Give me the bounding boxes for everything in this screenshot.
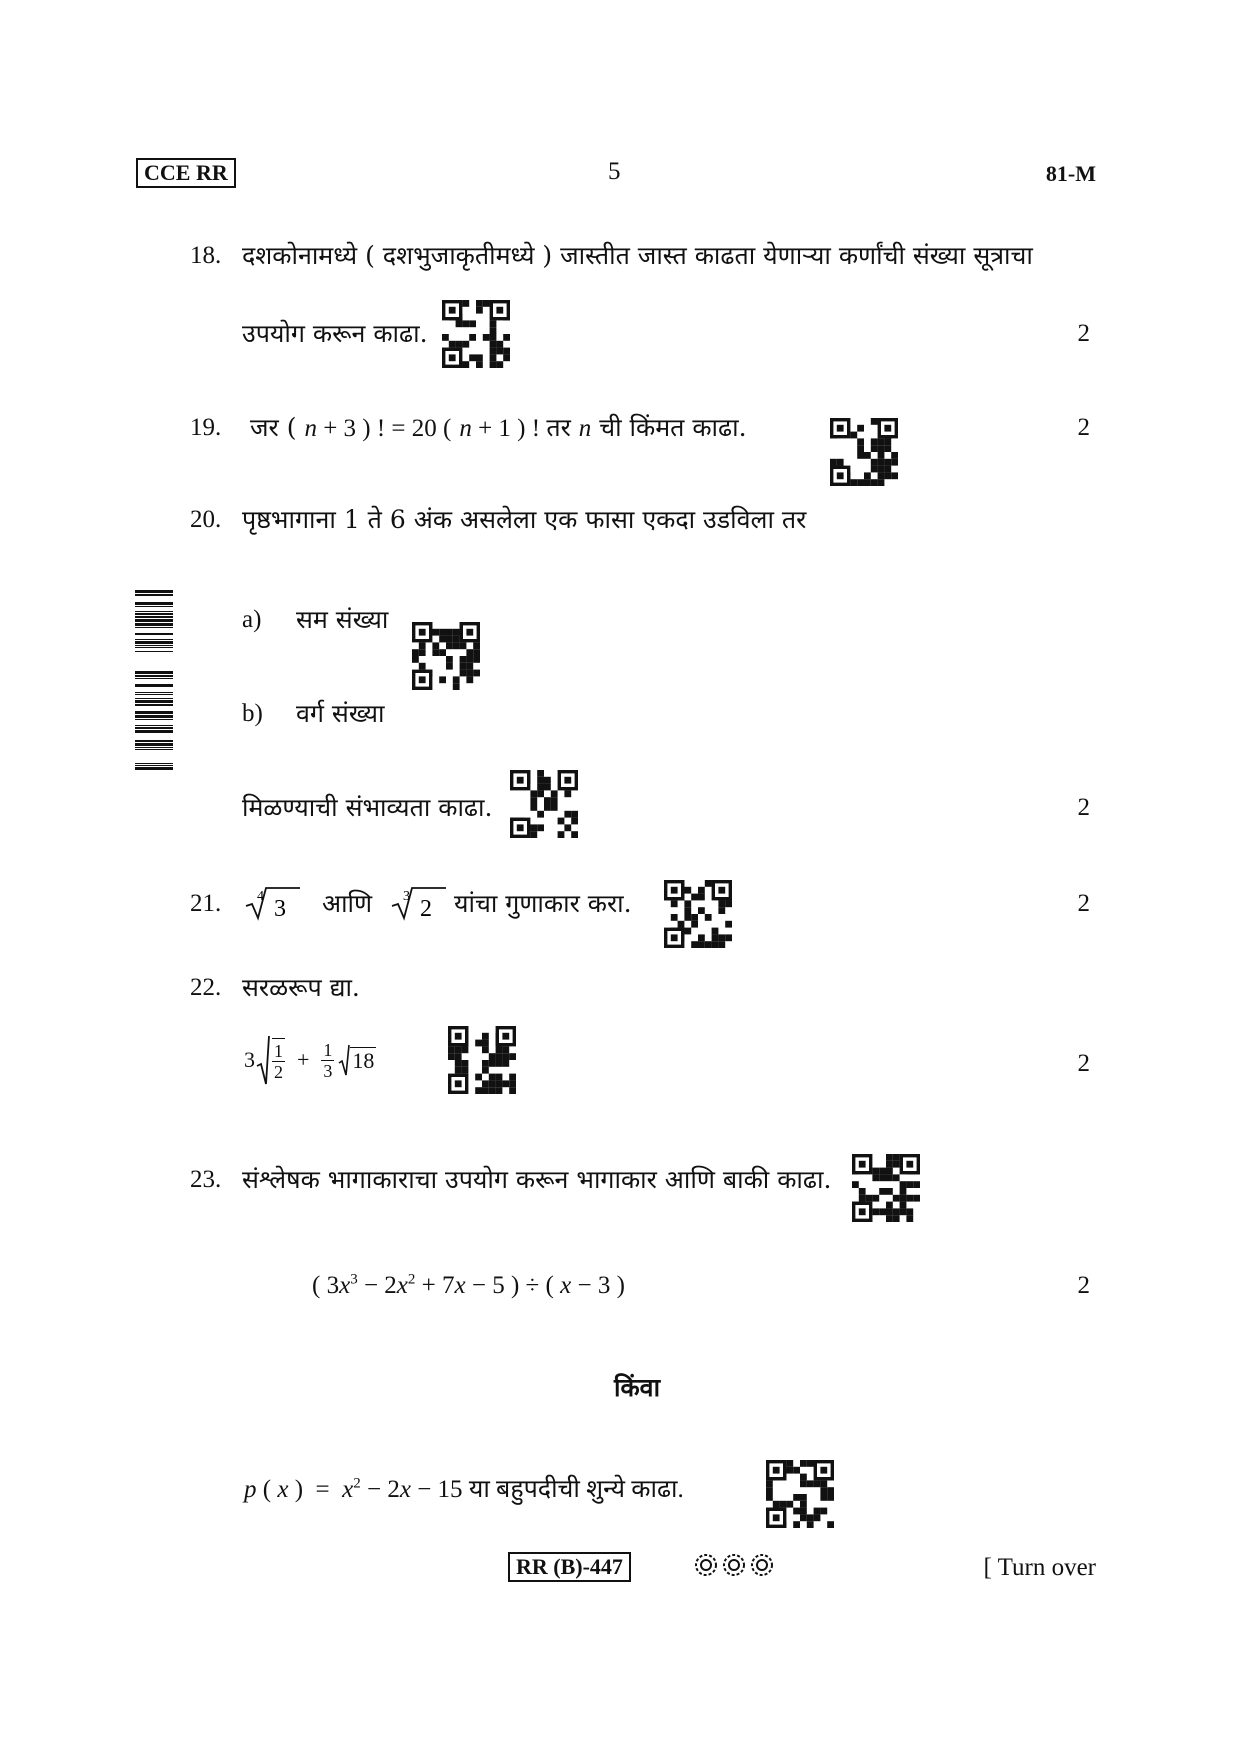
or-separator: किंवा [614,1373,661,1402]
q22-plus: + [297,1047,310,1072]
q22-frac2: $\frac{1}{3}$ [323,1039,333,1081]
q20-option-b-text: वर्ग संख्या [296,699,385,728]
q20-option-a-label: a) [242,606,262,633]
q19-number: 19. [190,414,222,441]
q23-expression: ( $3x^3 - 2x^2 + 7x - 5$ ) ÷ ( x − 3 ) [312,1271,625,1299]
paper-code: CCE RR [136,158,236,188]
q21-marks: 2 [1077,890,1090,917]
q21-root2-index: 3 [403,889,410,904]
turn-over-label: [ Turn over [983,1554,1096,1581]
barcode-icon [135,590,173,772]
qr-code-icon [442,300,510,368]
qr-code-icon [412,622,480,690]
q22-text: सरळरूप द्या. [242,973,360,1002]
alt-question: p ( x ) = $x^2 - 2x - 15$ या बहुपदीची शुन्ये काढा. [244,1475,684,1503]
q22-radicand: 18 [352,1047,375,1073]
q21-number: 21. [190,890,222,917]
footer-code: RR (B)-447 [508,1552,631,1582]
q21-root1-index: 4 [257,889,264,904]
q19-marks: 2 [1077,414,1090,441]
q23-marks: 2 [1077,1272,1090,1299]
flower-ornament-icon [692,1550,776,1584]
q20-option-b-label: b) [242,700,263,727]
qr-code-icon [852,1154,920,1222]
q20-text-line1: पृष्ठभागाना 1 ते 6 अंक असलेला एक फासा एकदा उडविला तर [242,505,807,534]
qr-code-icon [448,1026,516,1094]
q20-marks: 2 [1077,794,1090,821]
q21-text: यांचा गुणाकार करा. [454,889,632,918]
q20-option-a-text: सम संख्या [296,605,389,634]
q23-number: 23. [190,1166,222,1193]
q19-text: जर ( n + 3 ) ! = 20 ( n + 1 ) ! तर n ची किंमत काढा. [250,413,747,442]
q22-marks: 2 [1077,1050,1090,1077]
q18-marks: 2 [1077,320,1090,347]
q22-number: 22. [190,974,222,1001]
q18-text-line2: उपयोग करून काढा. [242,319,428,348]
qr-code-icon [664,880,732,948]
q21-root1 [244,884,302,924]
q18-text-line1: दशकोनामध्ये ( दशभुजाकृतीमध्ये ) जास्तीत जास्त काढता येणाऱ्या कर्णांची संख्या सूत्राचा [242,241,1033,270]
q22-coef: 3 [244,1047,255,1072]
page-number: 5 [608,158,621,185]
qr-code-icon [830,418,898,486]
q20-text-end: मिळण्याची संभाव्यता काढा. [242,793,493,822]
q22-frac1: $\frac{1}{2}$ [272,1038,285,1082]
qr-code-icon [510,770,578,838]
qr-code-icon [766,1460,834,1528]
subject-code: 81-M [1045,161,1096,186]
q21-root2-value: 2 [420,896,432,922]
q21-conj: आणि [322,889,373,918]
q23-text: संश्लेषक भागाकाराचा उपयोग करून भागाकार आणि बाकी काढा. [242,1165,832,1194]
alt-question-text: या बहुपदीची शुन्ये काढा. [468,1476,684,1503]
q21-root2 [390,884,448,924]
q21-root1-value: 3 [274,896,286,922]
q22-expression [244,1030,376,1090]
q20-number: 20. [190,506,222,533]
q18-number: 18. [190,242,222,269]
